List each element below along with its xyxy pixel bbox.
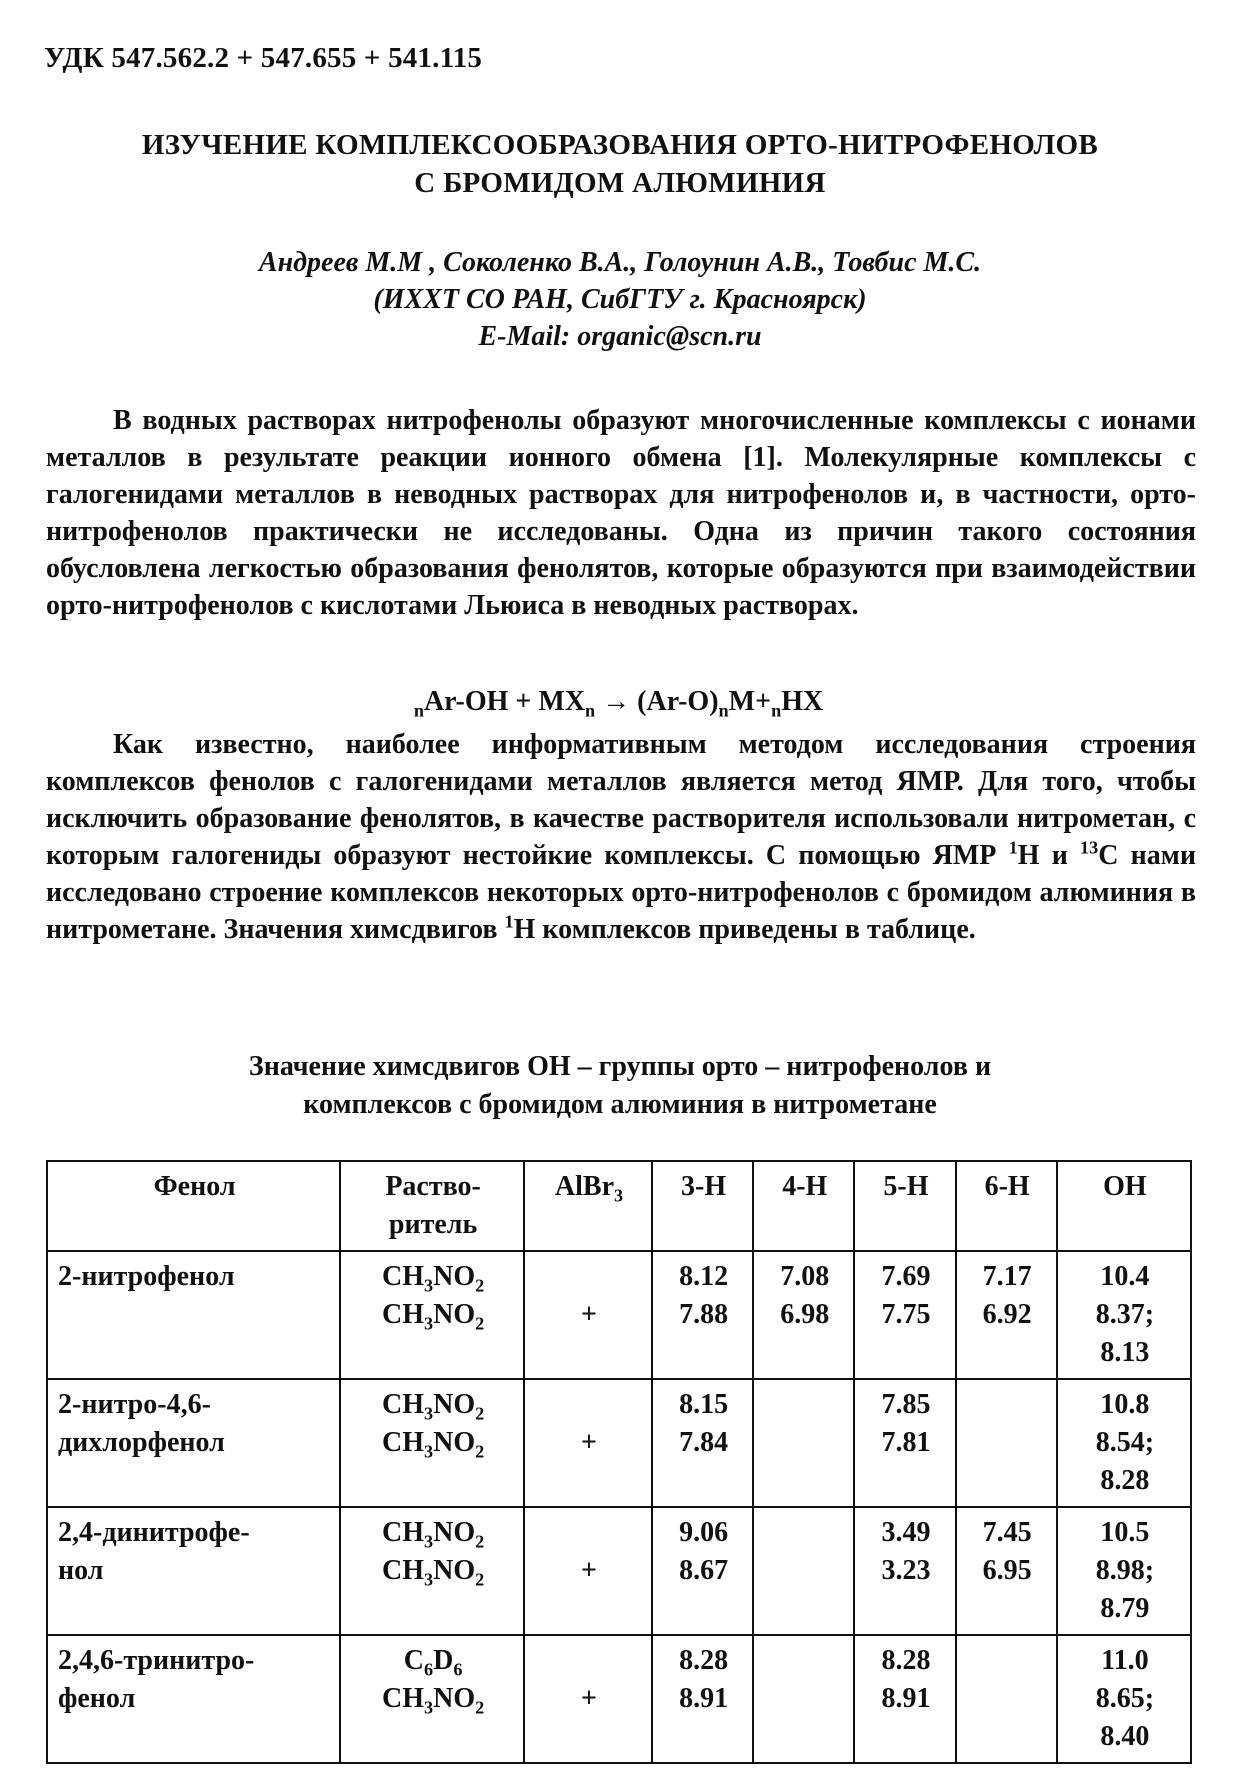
cell-h4 — [753, 1635, 854, 1763]
formula-element: CH — [382, 1261, 425, 1292]
affiliation: (ИХХТ СО РАН, СибГТУ г. Красноярск) — [373, 284, 867, 315]
formula-subscript: 2 — [475, 1697, 485, 1718]
oh-shift-value: 8.98; — [1095, 1555, 1155, 1586]
formula-subscript: 2 — [475, 1403, 485, 1424]
oh-shift-value: 8.28 — [1100, 1465, 1150, 1496]
shift-h6-value — [967, 1642, 1048, 1680]
formula-element: CH — [382, 1517, 425, 1548]
cell-h5 — [854, 1507, 955, 1635]
shift-h5-value: 7.69 — [881, 1261, 931, 1292]
eq-part4: HX — [781, 686, 824, 717]
header-oh: OH — [1057, 1161, 1191, 1251]
shift-h4-value — [764, 1514, 845, 1552]
header-solvent — [340, 1161, 524, 1251]
formula-element: NO — [433, 1683, 476, 1714]
albr3-mark — [535, 1642, 643, 1680]
formula-subscript: 6 — [424, 1659, 434, 1680]
shift-h6-value — [967, 1680, 1048, 1718]
albr3-mark — [535, 1514, 643, 1552]
formula-element: NO — [433, 1517, 476, 1548]
table-caption-line-1: Значение химсдвигов ОН – группы орто – нитрофенолов и — [248, 1051, 992, 1082]
shift-h4-value — [764, 1642, 845, 1680]
shift-h4-value — [764, 1424, 845, 1462]
table-body — [47, 1251, 1191, 1763]
reaction-equation — [0, 686, 1237, 721]
shift-h6-value — [967, 1386, 1048, 1424]
header-albr3 — [524, 1161, 652, 1251]
shift-h5-value: 8.91 — [881, 1683, 931, 1714]
cell-h3 — [652, 1635, 753, 1763]
shift-h6-value: 7.45 — [982, 1517, 1032, 1548]
phenol-name-line: нол — [58, 1555, 104, 1586]
formula-subscript: 3 — [424, 1531, 434, 1552]
oh-shift-value: 8.40 — [1100, 1721, 1150, 1752]
chemical-shift-table — [46, 1160, 1192, 1764]
phenol-name-line: 2-нитро-4,6- — [58, 1389, 211, 1420]
header-solvent-line-2: ритель — [388, 1209, 478, 1240]
cell-h6 — [956, 1251, 1057, 1379]
oh-shift-value: 11.0 — [1101, 1645, 1149, 1676]
formula-element: CH — [382, 1389, 425, 1420]
cell-h4 — [753, 1507, 854, 1635]
oh-shift-value: 10.8 — [1100, 1389, 1150, 1420]
shift-h4-value — [764, 1552, 845, 1590]
shift-h6-value: 7.17 — [982, 1261, 1032, 1292]
table-caption-line-2: комплексов с бромидом алюминия в нитрометане — [303, 1089, 937, 1120]
p2-part3: С нами исследовано строение комплексов некоторых орто-нитрофенолов с бромидом алюминия в нитрометане. Значения химсдвигов — [46, 840, 1196, 945]
paragraph-2-text — [46, 726, 1196, 948]
cell-oh — [1057, 1251, 1191, 1379]
shift-h6-value: 6.95 — [982, 1555, 1032, 1586]
solvent-formula — [351, 1258, 515, 1296]
table-row — [47, 1507, 1191, 1635]
albr3-mark: + — [581, 1683, 597, 1714]
authors-block — [40, 244, 1200, 355]
shift-h4-value — [764, 1386, 845, 1424]
cell-h4 — [753, 1251, 854, 1379]
phenol-name-line: дихлорфенол — [58, 1427, 225, 1458]
cell-h5 — [854, 1251, 955, 1379]
solvent-formula — [351, 1296, 515, 1334]
paragraph-1 — [46, 402, 1196, 624]
phenol-name-line: 2,4-динитрофе- — [58, 1517, 250, 1548]
formula-element: NO — [433, 1389, 476, 1420]
solvent-formula — [351, 1680, 515, 1718]
shift-h3-value: 7.88 — [679, 1299, 729, 1330]
shift-h3-value: 8.67 — [679, 1555, 729, 1586]
p2-part2: Н и — [1017, 840, 1081, 871]
formula-element: CH — [382, 1299, 425, 1330]
paragraph-1-text: В водных растворах нитрофенолы образуют многочисленные комплексы с ионами металлов в результате реакции ионного обмена [1]. Молекулярные комплексы с галогенидами металлов в неводных растворах для нитрофенолов и, в частности, орто-нитрофенолов практически не исследованы. Одна из причин такого состояния обусловлена легкостью образования фенолятов, которые образуются при взаимодействии орто-нитрофенолов с кислотами Льюиса в неводных растворах. — [46, 405, 1196, 621]
solvent-formula — [351, 1552, 515, 1590]
p2-sup2: 13 — [1080, 837, 1099, 858]
formula-subscript: 3 — [424, 1275, 434, 1296]
shift-h4-value: 7.08 — [780, 1261, 830, 1292]
table-row — [47, 1635, 1191, 1763]
eq-part1: Ar-OH + MX — [423, 686, 586, 717]
cell-phenol — [47, 1635, 340, 1763]
formula-element: NO — [433, 1299, 476, 1330]
cell-h3 — [652, 1251, 753, 1379]
formula-element: CH — [382, 1555, 425, 1586]
eq-n2: n — [585, 700, 596, 721]
shift-h3-value: 8.15 — [679, 1389, 729, 1420]
header-4h: 4-H — [753, 1161, 854, 1251]
author-names: Андреев М.М , Соколенко В.А., Голоунин А.В., Товбис М.С. — [258, 247, 982, 278]
shift-h3-value: 7.84 — [679, 1427, 729, 1458]
phenol-name-line: 2,4,6-тринитро- — [58, 1645, 255, 1676]
p2-part4: Н комплексов приведены в таблице. — [513, 914, 976, 945]
albr3-mark — [535, 1386, 643, 1424]
oh-shift-value: 8.13 — [1100, 1337, 1150, 1368]
formula-element: C — [403, 1645, 425, 1676]
solvent-formula — [351, 1386, 515, 1424]
albr3-mark: + — [581, 1299, 597, 1330]
oh-shift-value: 10.4 — [1100, 1261, 1150, 1292]
formula-subscript: 2 — [475, 1531, 485, 1552]
eq-n4: n — [771, 700, 782, 721]
eq-n3: n — [718, 700, 729, 721]
shift-h5-value: 7.81 — [881, 1427, 931, 1458]
cell-albr3 — [524, 1251, 652, 1379]
cell-h6 — [956, 1379, 1057, 1507]
formula-subscript: 3 — [424, 1569, 434, 1590]
oh-shift-value: 10.5 — [1100, 1517, 1150, 1548]
formula-element: NO — [433, 1555, 476, 1586]
formula-subscript: 6 — [453, 1659, 463, 1680]
cell-h6 — [956, 1635, 1057, 1763]
shift-h5-value: 7.85 — [881, 1389, 931, 1420]
phenol-name-line: 2-нитрофенол — [58, 1261, 235, 1292]
formula-subscript: 2 — [475, 1313, 485, 1334]
formula-element: D — [433, 1645, 454, 1676]
cell-h5 — [854, 1635, 955, 1763]
cell-albr3 — [524, 1507, 652, 1635]
formula-subscript: 2 — [475, 1569, 485, 1590]
email: E-Mail: organic@scn.ru — [478, 321, 762, 352]
p2-sup1: 1 — [1008, 837, 1018, 858]
oh-shift-value: 8.37; — [1095, 1299, 1155, 1330]
cell-oh — [1057, 1379, 1191, 1507]
cell-h4 — [753, 1379, 854, 1507]
formula-subscript: 3 — [424, 1403, 434, 1424]
cell-h3 — [652, 1379, 753, 1507]
title-line-1: ИЗУЧЕНИЕ КОМПЛЕКСООБРАЗОВАНИЯ ОРТО-НИТРОФЕНОЛОВ — [141, 129, 1099, 161]
header-solvent-line-1: Раство- — [385, 1171, 481, 1202]
formula-subscript: 2 — [475, 1275, 485, 1296]
eq-n1: n — [413, 700, 424, 721]
cell-h3 — [652, 1507, 753, 1635]
shift-h5-value: 8.28 — [881, 1645, 931, 1676]
shift-h3-value: 8.12 — [679, 1261, 729, 1292]
albr3-mark: + — [581, 1427, 597, 1458]
formula-subscript: 3 — [424, 1441, 434, 1462]
formula-element: CH — [382, 1683, 425, 1714]
p2-sup3: 1 — [504, 911, 514, 932]
shift-h5-value: 7.75 — [881, 1299, 931, 1330]
cell-h6 — [956, 1507, 1057, 1635]
header-3h: 3-H — [652, 1161, 753, 1251]
shift-h5-value: 3.23 — [881, 1555, 931, 1586]
oh-shift-value: 8.65; — [1095, 1683, 1155, 1714]
solvent-formula — [351, 1514, 515, 1552]
shift-h6-value: 6.92 — [982, 1299, 1032, 1330]
cell-phenol — [47, 1379, 340, 1507]
cell-phenol — [47, 1251, 340, 1379]
formula-subscript: 3 — [424, 1313, 434, 1334]
p2-part1: Как известно, наиболее информативным методом исследования строения комплексов фенолов с галогенидами металлов является метод ЯМР. Для того, чтобы исключить образование фенолятов, в качестве растворителя использовали нитрометан, с которым галогениды образуют нестойкие комплексы. С помощью ЯМР — [46, 729, 1196, 871]
eq-part3: M+ — [728, 686, 772, 717]
cell-phenol — [47, 1507, 340, 1635]
cell-solvent — [340, 1507, 524, 1635]
formula-element: CH — [382, 1427, 425, 1458]
header-albr3-base: AlBr — [554, 1171, 615, 1202]
cell-albr3 — [524, 1379, 652, 1507]
shift-h3-value: 8.91 — [679, 1683, 729, 1714]
oh-shift-value: 8.54; — [1095, 1427, 1155, 1458]
header-albr3-sub: 3 — [614, 1185, 624, 1206]
cell-oh — [1057, 1507, 1191, 1635]
article-title — [40, 126, 1200, 202]
table-caption — [40, 1048, 1200, 1124]
cell-h5 — [854, 1379, 955, 1507]
oh-shift-value: 8.79 — [1100, 1593, 1150, 1624]
solvent-formula — [351, 1642, 515, 1680]
paragraph-2 — [46, 726, 1196, 948]
shift-h6-value — [967, 1424, 1048, 1462]
cell-oh — [1057, 1635, 1191, 1763]
cell-solvent — [340, 1379, 524, 1507]
shift-h5-value: 3.49 — [881, 1517, 931, 1548]
header-6h: 6-H — [956, 1161, 1057, 1251]
formula-element: NO — [433, 1261, 476, 1292]
albr3-mark — [535, 1258, 643, 1296]
formula-subscript: 2 — [475, 1441, 485, 1462]
cell-solvent — [340, 1251, 524, 1379]
cell-solvent — [340, 1635, 524, 1763]
shift-h4-value — [764, 1680, 845, 1718]
shift-h3-value: 8.28 — [679, 1645, 729, 1676]
phenol-name-line: фенол — [58, 1683, 136, 1714]
cell-albr3 — [524, 1635, 652, 1763]
header-5h: 5-H — [854, 1161, 955, 1251]
solvent-formula — [351, 1424, 515, 1462]
shift-h4-value: 6.98 — [780, 1299, 830, 1330]
shift-h3-value: 9.06 — [679, 1517, 729, 1548]
formula-element: NO — [433, 1427, 476, 1458]
formula-subscript: 3 — [424, 1697, 434, 1718]
table-header-row — [47, 1161, 1191, 1251]
albr3-mark: + — [581, 1555, 597, 1586]
eq-part2: → (Ar-O) — [595, 686, 719, 717]
table-row — [47, 1251, 1191, 1379]
table-row — [47, 1379, 1191, 1507]
header-phenol: Фенол — [47, 1161, 340, 1251]
title-line-2: С БРОМИДОМ АЛЮМИНИЯ — [414, 167, 826, 199]
udk-code: УДК 547.562.2 + 547.655 + 541.115 — [44, 42, 483, 74]
